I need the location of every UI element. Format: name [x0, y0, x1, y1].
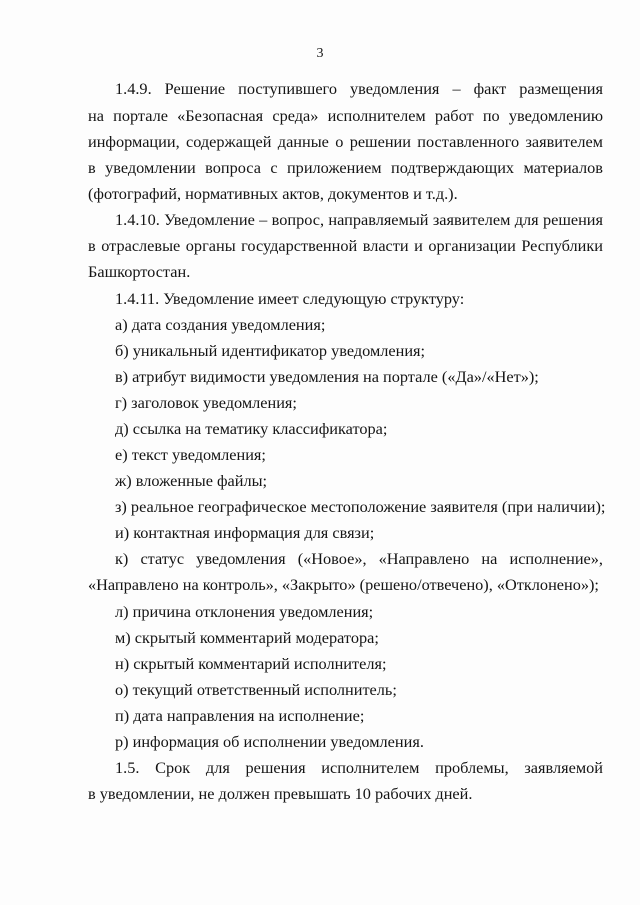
list-item-continuation: «Направлено на контроль», «Закрыто» (решено/отвечено), «Отклонено»);	[88, 575, 599, 594]
list-item: м) скрытый комментарий модератора;	[115, 628, 379, 647]
text-line: в уведомлении, не должен превышать 10 рабочих дней.	[88, 784, 473, 803]
list-item: з) реальное географическое местоположение заявителя (при наличии);	[115, 497, 606, 516]
text-line: на портале «Безопасная среда» исполнителем работ по уведомлению	[88, 106, 603, 125]
list-item: к) статус уведомления («Новое», «Направлено на исполнение»,	[115, 549, 603, 568]
list-item: ж) вложенные файлы;	[115, 471, 268, 490]
list-intro: 1.4.11. Уведомление имеет следующую структуру:	[115, 289, 465, 308]
list-item: н) скрытый комментарий исполнителя;	[115, 654, 387, 673]
list-item: п) дата направления на исполнение;	[115, 706, 365, 725]
list-item: г) заголовок уведомления;	[115, 393, 297, 412]
list-item: в) атрибут видимости уведомления на портале («Да»/«Нет»);	[115, 367, 539, 386]
list-item: б) уникальный идентификатор уведомления;	[115, 341, 426, 360]
text-line: в уведомлении вопроса с приложением подтверждающих материалов	[88, 158, 603, 177]
list-item: е) текст уведомления;	[115, 445, 266, 464]
list-item: р) информация об исполнении уведомления.	[115, 732, 424, 751]
text-line: в отраслевые органы государственной власти и организации Республики	[88, 236, 603, 255]
text-line: информации, содержащей данные о решении поставленного заявителем	[88, 132, 603, 151]
list-item: о) текущий ответственный исполнитель;	[115, 680, 397, 699]
page-number: 3	[316, 46, 324, 61]
list-item: л) причина отклонения уведомления;	[115, 602, 374, 621]
text-line: (фотографий, нормативных актов, документов и т.д.).	[88, 184, 458, 203]
text-line: Башкортостан.	[88, 262, 191, 281]
text-line: 1.4.10. Уведомление – вопрос, направляемый заявителем для решения	[115, 210, 603, 229]
list-item: д) ссылка на тематику классификатора;	[115, 419, 388, 438]
text-line: 1.4.9. Решение поступившего уведомления – факт размещения	[115, 79, 603, 98]
list-item: а) дата создания уведомления;	[115, 315, 326, 334]
list-item: и) контактная информация для связи;	[115, 523, 375, 542]
text-line: 1.5. Срок для решения исполнителем проблемы, заявляемой	[115, 758, 603, 777]
